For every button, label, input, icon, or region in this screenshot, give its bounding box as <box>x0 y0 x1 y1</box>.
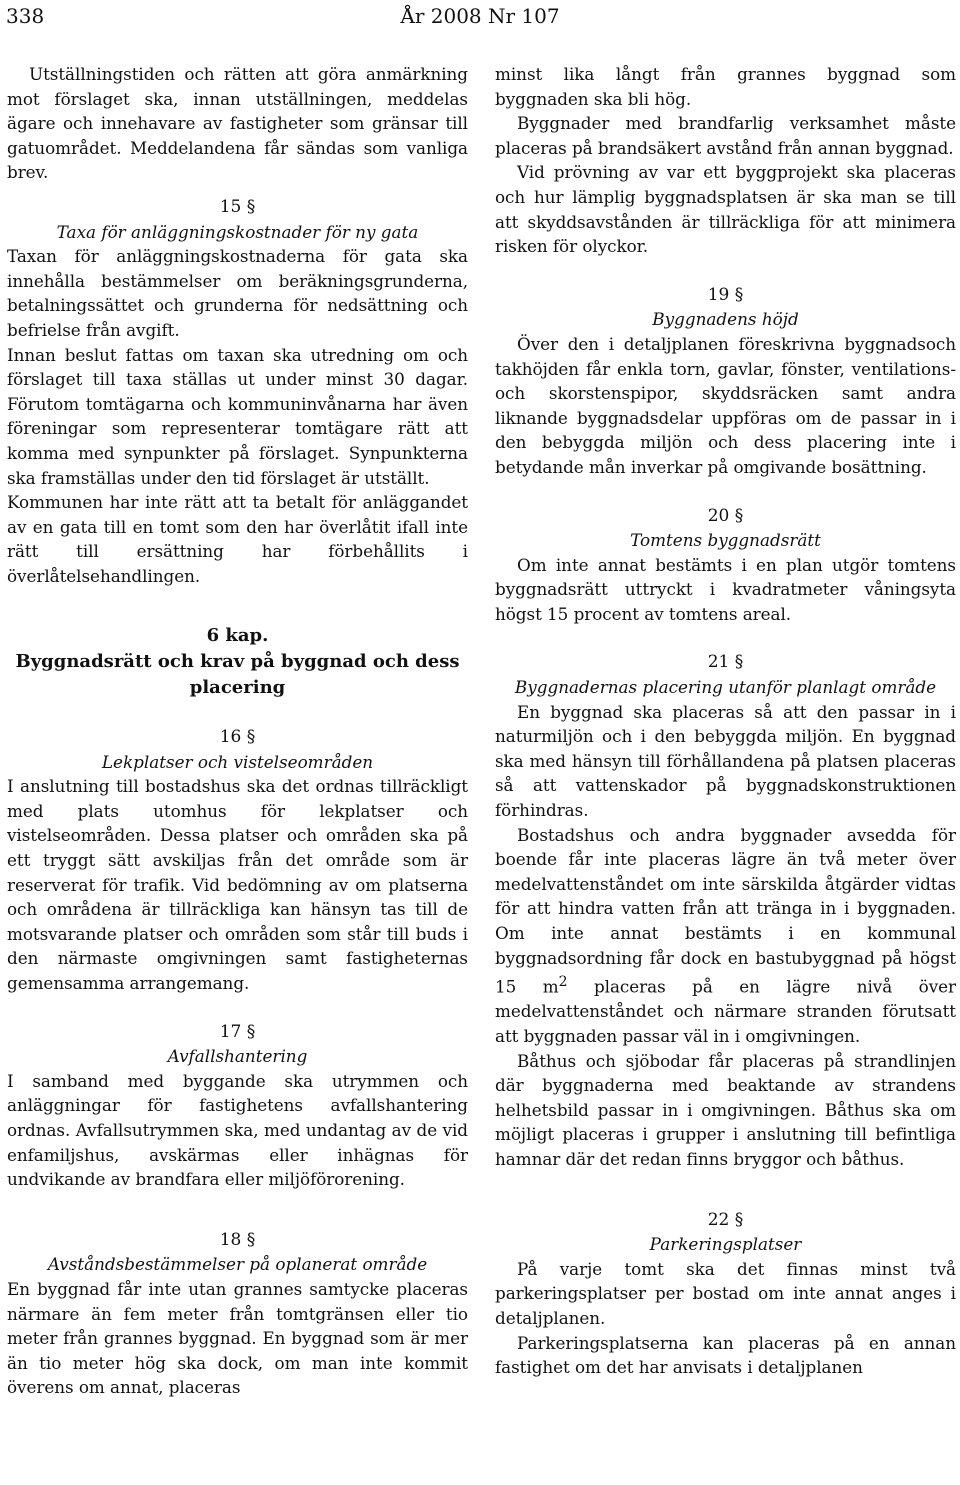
section-19-paragraph-1: Över den i detaljplanen föreskrivna byggnadsoch takhöjden får enkla torn, gavlar, fönster, ventilations- och skorstenspipor, skyddsräcken samt andra liknande byggnadsdelar uppföras om de passar in i den bebyggda miljön och dess placering inte i betydande mån inverkar på omgivande bosättning. <box>495 333 956 477</box>
section-18-title: Avståndsbestämmelser på oplanerat område <box>47 1254 428 1275</box>
section-20-number: 20 § <box>707 505 744 526</box>
intro-paragraph: Utställningstiden och rätten att göra anmärkning mot förslaget ska, innan utställningen, meddelas ägare och innehavare av fastigheter som gränsar till gatuområdet. Meddelandena får sändas som vanliga brev. <box>7 64 468 183</box>
section-22-paragraph-2: Parkeringsplatserna kan placeras på en annan fastighet om det har anvisats i detaljplanen <box>495 1332 956 1378</box>
section-15-title: Taxa för anläggningskostnader för ny gata <box>56 221 419 242</box>
section-17-paragraph-1: I samband med byggande ska utrymmen och anläggningar för fastighetens avfallshantering ordnas. Avfallsutrymmen ska, med undantag av de vid enfamiljshus, avskärmas eller inhägnas för undvikande av brandfara eller miljöförorening. <box>7 1070 468 1190</box>
running-head: År 2008 Nr 107 <box>400 4 560 28</box>
section-22-number: 22 § <box>707 1209 744 1230</box>
section-21-paragraph-2-start: Bostadshus och andra byggnader avsedda för boende får inte placeras lägre än två meter över medelvattenståndet om inte särskilda åtgärder vidtas för att hindra vatten från att tränga in i byggnaden. Om inte annat bestämts i en kommunal byggnadsordning får dock en bastubyggnad på högst 15 m <box>495 824 956 997</box>
section-18-paragraph-1: En byggnad får inte utan grannes samtycke placeras närmare än fem meter från tomtgränsen eller tio meter från grannes byggnad. En byggnad som är mer än tio meter hög ska dock, om man inte kommit överens om annat, placeras <box>7 1278 468 1398</box>
section-20-paragraph-1: Om inte annat bestämts i en plan utgör tomtens byggnadsrätt uttryckt i kvadratmeter våningsyta högst 15 procent av tomtens areal. <box>495 554 956 624</box>
section-16-number: 16 § <box>219 727 256 748</box>
review-paragraph: Vid prövning av var ett byggprojekt ska placeras och hur lämplig byggnadsplatsen är ska man se till att skyddsavstånden är tillräckliga för att minimera risken för olyckor. <box>495 162 956 257</box>
section-21-title: Byggnadernas placering utanför planlagt område <box>514 677 937 698</box>
left-column <box>7 62 468 1400</box>
section-18-number: 18 § <box>219 1229 256 1250</box>
section-22-title: Parkeringsplatser <box>649 1234 802 1255</box>
section-21-number: 21 § <box>707 652 744 673</box>
section-20-title: Tomtens byggnadsrätt <box>630 530 821 551</box>
section-21-paragraph-2 <box>495 823 956 1049</box>
section-22-paragraph-1: På varje tomt ska det finnas minst två parkeringsplatser per bostad om inte annat anges i detaljplanen. <box>495 1258 956 1328</box>
section-19-title: Byggnadens höjd <box>652 309 799 330</box>
page-number: 338 <box>6 4 45 28</box>
section-19-number: 19 § <box>707 284 744 305</box>
section-17-title: Avfallshantering <box>167 1046 308 1067</box>
section-17-number: 17 § <box>219 1021 256 1042</box>
section-15-paragraph-3: Kommunen har inte rätt att ta betalt för anläggandet av en gata till en tomt som den har överlåtit ifall inte rätt till ersättning har förbehållits i överlåtelsehandlingen. <box>7 492 468 586</box>
section-21-paragraph-1: En byggnad ska placeras så att den passar in i naturmiljön och i den bebyggda miljön. En byggnad ska med hänsyn till förhållandena på platsen placeras så att vattenskador på byggnadskonstruktionen förhindras. <box>495 701 956 821</box>
chapter-number: 6 kap. <box>206 625 269 647</box>
right-column <box>495 62 956 1380</box>
continued-paragraph: minst lika långt från grannes byggnad som byggnaden ska bli hög. <box>495 64 956 109</box>
squared-superscript: 2 <box>558 974 568 991</box>
chapter-title: Byggnadsrätt och krav på byggnad och dess placering <box>15 651 460 699</box>
fire-paragraph: Byggnader med brandfarlig verksamhet måste placeras på brandsäkert avstånd från annan byggnad. <box>495 113 956 158</box>
section-16-paragraph-1: I anslutning till bostadshus ska det ordnas tillräckligt med plats utomhus för lekplatser och vistelseområden. Dessa platser och områden ska på ett tryggt sätt avskiljas från det område som är reserverat för trafik. Vid bedömning av om platserna och områdena är tillräckliga kan hänsyn tas till de motsvarande platser och områden som står till buds i den närmaste omgivningen samt fastigheternas gemensamma arrangemang. <box>7 776 468 993</box>
page-header <box>0 0 960 40</box>
section-15-paragraph-2: Innan beslut fattas om taxan ska utredning om och förslaget till taxa ställas ut under minst 30 dagar. Förutom tomtägarna och kommuninvånarna har även föreningar som representerar tomtägare rätt att komma med synpunkter på förslaget. Synpunkterna ska framställas under den tid förslaget är utställt. <box>7 344 468 488</box>
section-15-paragraph-1: Taxan för anläggningskostnaderna för gata ska innehålla bestämmelser om beräkningsgrunderna, betalningssättet och grunderna för nedsättning och befrielse från avgift. <box>7 246 468 340</box>
section-16-title: Lekplatser och vistelseområden <box>101 751 374 772</box>
section-21-paragraph-2-end: placeras på en lägre nivå över medelvattenståndet och närmare stranden förutsatt att byggnaden passar väl in i omgivningen. <box>495 976 956 1046</box>
section-15-number: 15 § <box>219 196 256 217</box>
section-21-paragraph-3: Båthus och sjöbodar får placeras på strandlinjen där byggnaderna med beaktande av strandens helhetsbild passar in i omgivningen. Båthus ska om möjligt placeras i grupper i anslutning till befintliga hamnar där det redan finns bryggor och båthus. <box>495 1050 956 1169</box>
